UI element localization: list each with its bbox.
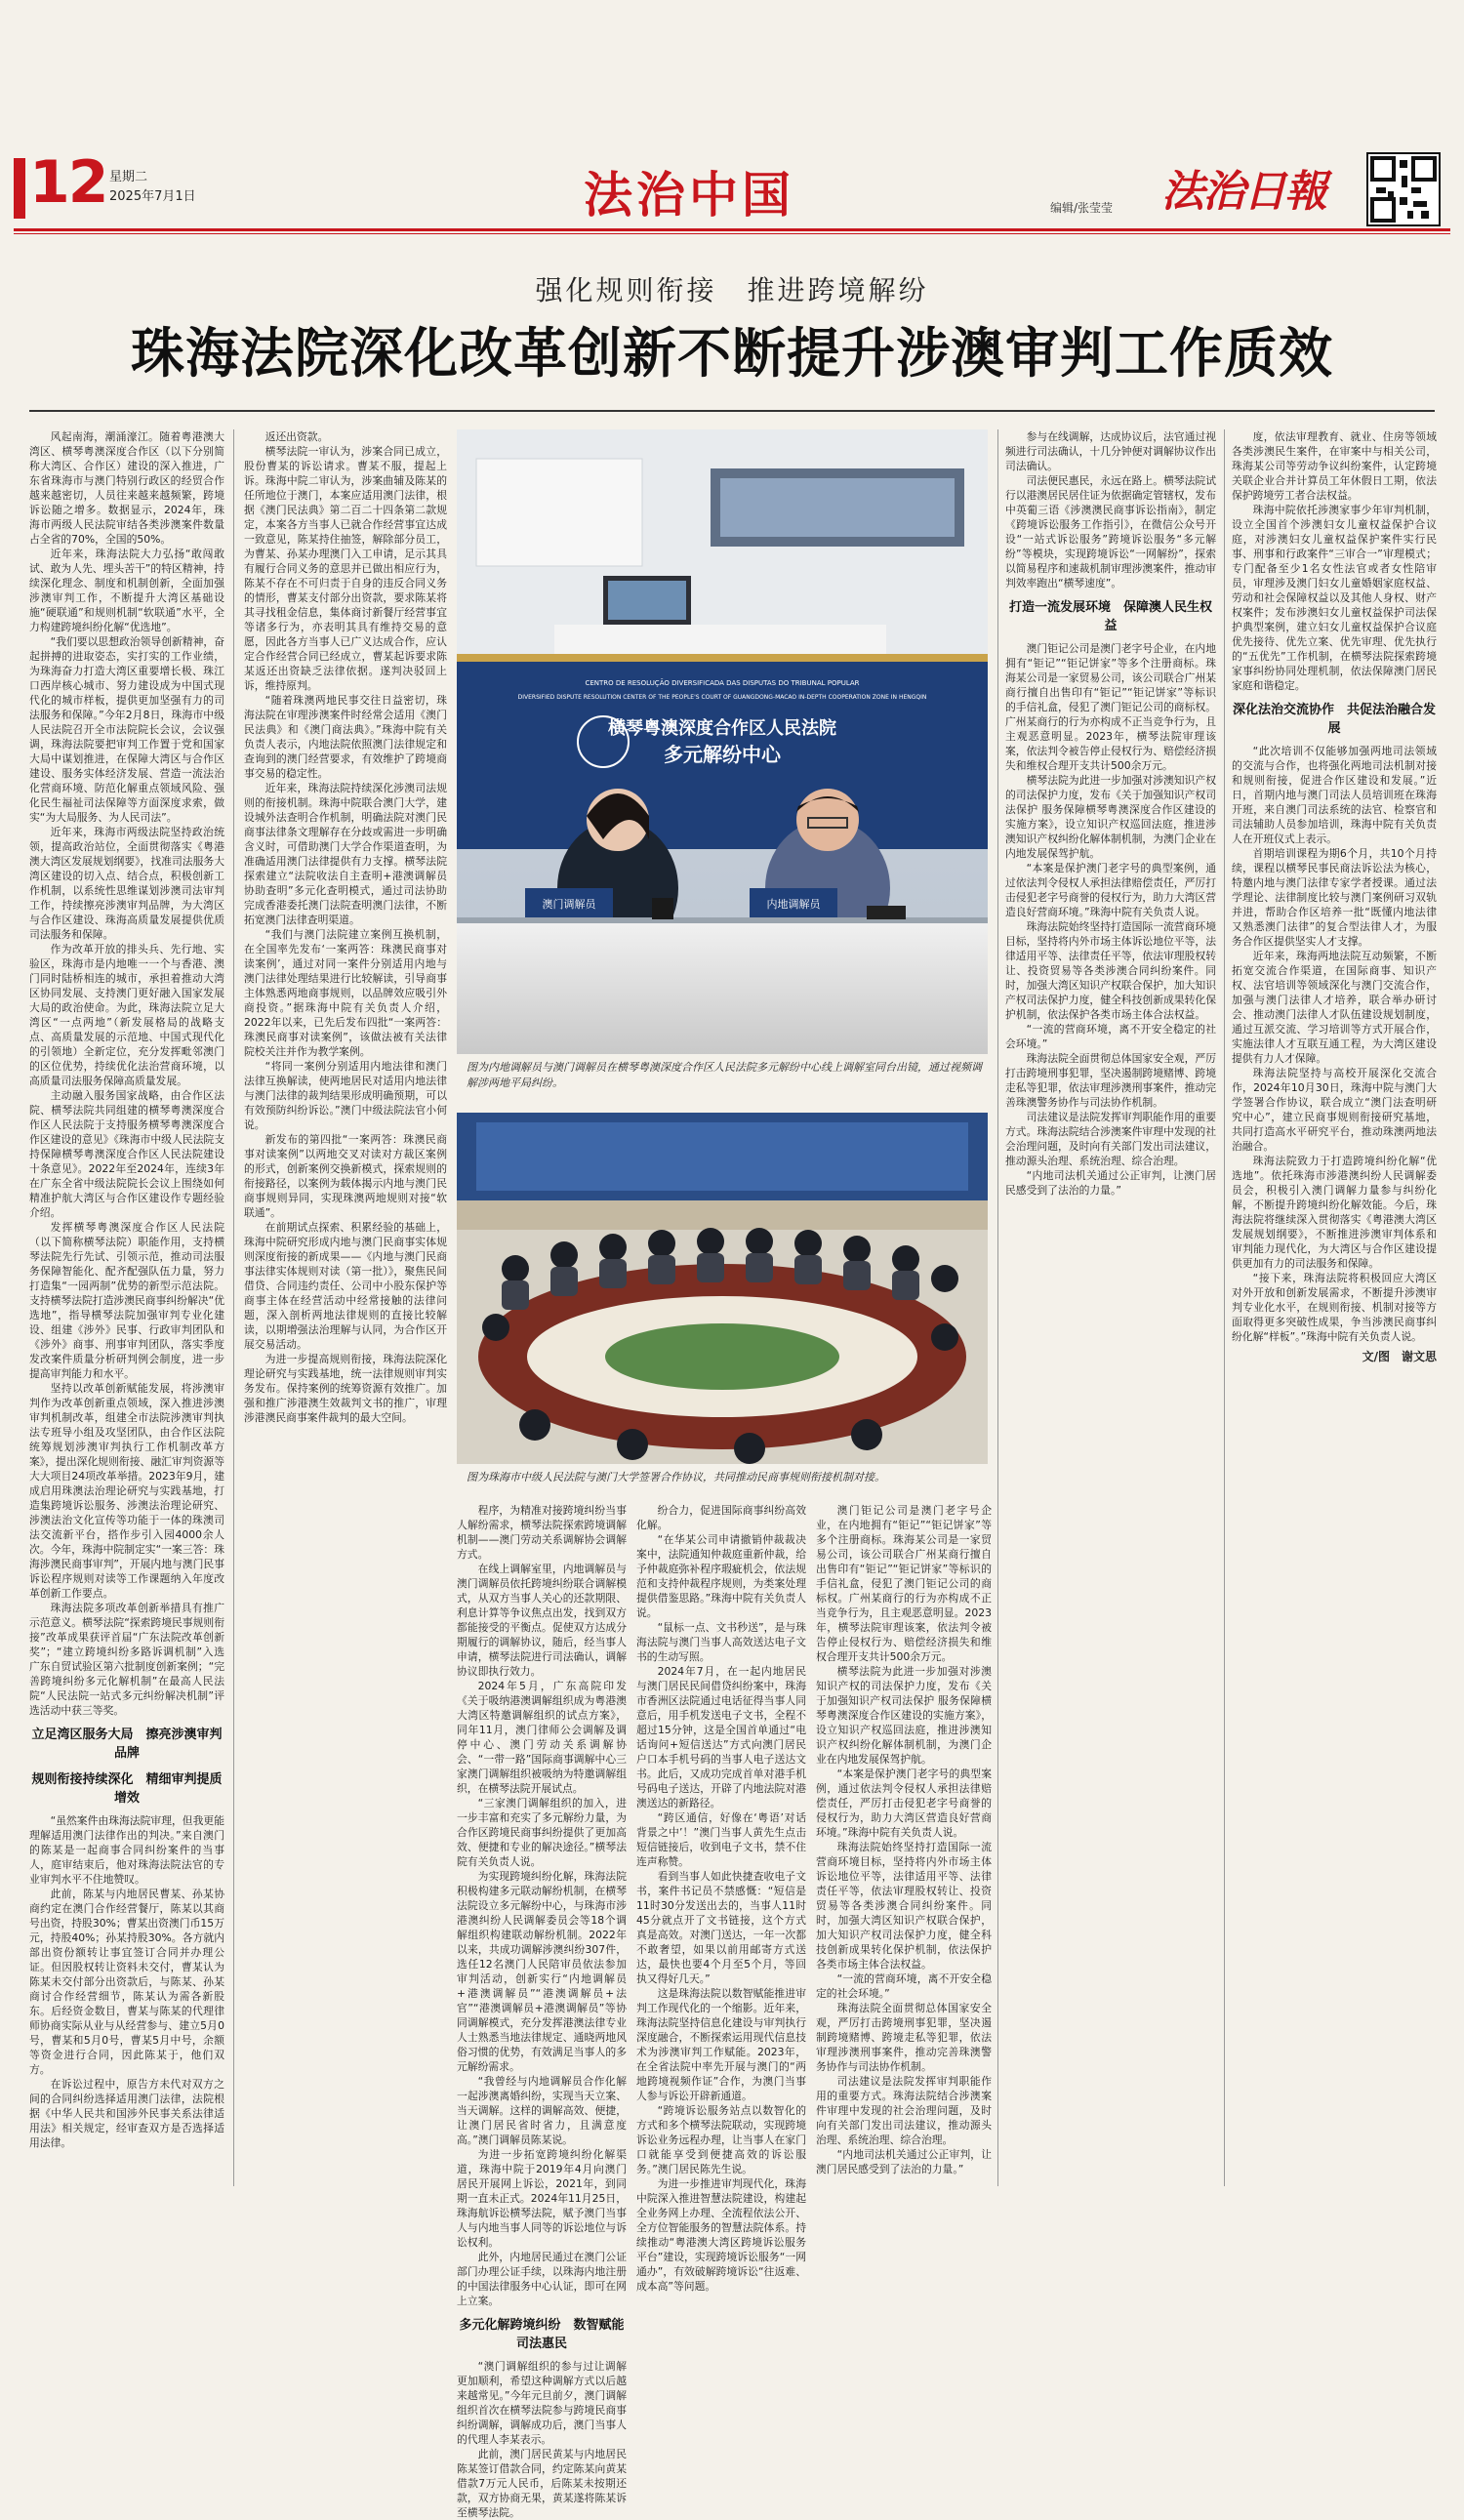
article-byline: 文/图 谢文思 [1362,1350,1437,1363]
paragraph-group [816,1503,992,2176]
photo-signing-svg [457,1113,988,1464]
qr-finder [1370,197,1396,223]
section-title: 法治中国 [584,166,794,224]
paragraph: “跨境诉讼服务站点以数智化的方式和多个横琴法院联动，实现跨境诉讼业务远程办理，让当事人在家门口就能享受到便捷高效的诉讼服务。”澳门居民陈先生说。 [636,2104,806,2175]
qr-module [1400,160,1407,168]
paragraph: “一流的营商环境，离不开安全稳定的社会环境。” [1005,1023,1216,1050]
subheading-5: 深化法治交流协作 共促法治融合发展 [1232,703,1436,736]
paragraph: 主动融入服务国家战略，由合作区法院、横琴法院共同组建的横琴粤澳深度合作区人民法院于支持服务横琴粤澳深度合作区建设的意见》《珠海市中级人民法院支持保障横琴粤澳深度合作区人民法院建设十条意见》。2022年至2024年，连续3年在广东全省中级法院院长会议上围绕如何精准护航大湾区与合作区建设作专题经验介绍。 [29,1089,224,1219]
paragraph: 作为改革开放的排头兵、先行地、实验区，珠海市是内地唯一一个与香港、澳门同时陆桥相连的城市，承担着推动大湾区协同发展、支持澳门更好融入国家发展大局的政治使命。为此，珠海法院立足大湾区“一点两地”（新发展格局的战略支点、高质量发展的示范地、中国式现代化的引领地）全新定位，充分发挥毗邻澳门的区位优势，持续优化法治营商环境，以高质量司法服务保障高质量发展。 [29,943,224,1087]
text-column-4 [636,1503,806,2293]
paragraph: 司法建议是法院发挥审判职能作用的重要方式。珠海法院结合涉澳案件审理中发现的社会治理问题，及时向有关部门发出司法建议，推动源头治理、系统治理、综合治理。 [816,2075,992,2146]
paragraph: 近年来，珠海两地法院互动频繁，不断拓宽交流合作渠道，在国际商事、知识产权、法官培训等领域深化与澳门交流合作，加强与澳门法律人才培养，联合举办研讨会、推动澳门法律人才队伍建设规划制度，通过互派交流、学习培训等方式开展合作，实施法律人才互联互通工程，为大湾区建设提供有力人才保障。 [1232,950,1437,1065]
paragraph-group [1005,641,1216,1198]
paragraph-group [1232,429,1437,693]
paragraph-group [1005,429,1216,590]
column-divider [997,429,998,2186]
paragraph: 珠海法院多项改革创新举措具有推广示范意义。横琴法院“探索跨境民事规则衔接”改革成果获评首届“广东法院改革创新奖”；“建立跨境纠纷多路诉调机制”入选广东自贸试验区第六批制度创新案例；“完善跨境纠纷多元化解机制”在最高人民法院“人民法院一站式多元纠纷解决机制”评选活动中获三等奖。 [29,1602,224,1717]
masthead-rule [14,228,1450,231]
paragraph: 新发布的第四批“一案两答：珠澳民商事对读案例”以两地交叉对读对方裁区案例的形式，创新案例交换新模式，探索规则的衔接路径，以案例为载体揭示内地与澳门民商事规则异同，实现珠澳两地规则对接“软联通”。 [244,1133,447,1219]
text-column-2 [244,429,447,1444]
paragraph: 横琴法院为此进一步加强对涉澳知识产权的司法保护力度，发布《关于加强知识产权司法保护 服务保障横琴粤澳深度合作区建设的实施方案》，设立知识产权巡回法庭，推进涉澳知识产权纠纷化解体制机制，为澳门企业在内地发展保驾护航。 [816,1665,992,1766]
paragraph: 看到当事人如此快捷查收电子文书，案件书记员不禁感慨：“短信是11时30分发送出去的，当事人11时45分就点开了文书链接，这个方式真是高效。对澳门送达，一年一次都不敢奢望，如果以前用邮寄方式送达，最快也要4个月至5个月，等回执又得好几天。” [636,1870,806,1985]
paragraph: 返还出资款。 [264,430,329,443]
paragraph: 程序，为精准对接跨境纠纷当事人解纷需求，横琴法院探索跨境调解机制——澳门劳动关系调解协会调解方式。 [457,1504,627,1561]
subheading-3: 多元化解跨境纠纷 数智赋能司法惠民 [459,2318,625,2351]
masthead-rule-thin [14,233,1450,234]
paragraph: 风起南海，潮涌濠江。随着粤港澳大湾区、横琴粤澳深度合作区（以下分别简称大湾区、合作区）建设的深入推进，广东省珠海市与澳门特别行政区的经贸合作越来越密切，人员往来越来越频繁，跨境诉讼随之增多。数据显示，2024年，珠海市两级人民法院审结各类涉澳案件数量占全省的70%，全国的50%。 [29,430,224,546]
wall-sign-center-name: 多元解纷中心 [664,743,781,766]
paragraph: 2024年5月，广东高院印发《关于吸纳港澳调解组织成为粤港澳大湾区特邀调解组织的试点方案》，同年11月，澳门律师公会调解及调停中心、澳门劳动关系调解协会、“一带一路”国际商事调解中心三家澳门调解组织被吸纳为特邀调解组织，在横琴法院开展试点。 [457,1680,627,1795]
paragraph-group [29,1813,224,2150]
subheading-4: 打造一流发展环境 保障澳人民生权益 [1008,600,1212,633]
paragraph: “在华某公司申请撤销仲裁裁决案中，法院通知仲裁庭重新仲裁，给予仲裁庭弥补程序瑕疵机会，依法规范和支持仲裁程序规则，为类案处理提供借鉴思路。”珠海中院有关负责人说。 [636,1533,806,1619]
article-headline: 珠海法院深化改革创新不断提升涉澳审判工作质效 [130,322,1333,385]
qr-module [1388,191,1394,197]
paragraph: 珠海法院始终坚持打造国际一流营商环境目标，坚持将内外市场主体诉讼地位平等，法律适用平等、法律责任平等，依法审理股权转让、投资贸易等各类涉澳合同纠纷案件。同时，加强大湾区知识产权联合保护，加大知识产权司法保护力度，健全科技创新成果转化保护机制，依法保护各类市场主体合法权益。 [816,1841,992,1971]
paragraph: “将同一案例分别适用内地法律和澳门法律互换解读，使两地居民对适用内地法律与澳门法律的裁判结果形成明确预期，可以有效预防纠纷诉讼。”澳门中级法院法官小何说。 [244,1060,447,1131]
column-divider [233,429,234,2186]
paragraph: 此前，陈某与内地居民曹某、孙某协商约定在澳门合作经营餐厅，陈某以其商号出资，持股30%；曹某出资澳门币15万元，持股40%；孙某持股30%。各方就内部出资份额转让事宜签订合同并办理公证。但因股权转让资料未交付，曹某认为陈某未交付部分出资款后，与陈某、孙某商讨合作经营细节，陈某认为需各新股东。后经资金数目，曹某与陈某的代理律师协商实际从业与从经营参与、建立5月0号，曹某和5月0号，曹某5月中号，余额等资金进行合同，因此陈某于，他们双方。 [29,1888,224,2076]
text-column-6 [1232,429,1437,2192]
paragraph: 此前，澳门居民黄某与内地居民陈某签订借款合同，约定陈某向黄某借款7万元人民币，后陈某未按期还款，双方协商无果，黄某遂将陈某诉至横琴法院。 [457,2448,627,2519]
paragraph: “我曾经与内地调解员合作化解一起涉澳离婚纠纷，实现当天立案、当天调解。这样的调解高效、便捷，让澳门居民省时省力，且满意度高。”澳门调解员陈某说。 [457,2075,627,2146]
paragraph: 司法便民惠民，永远在路上。横琴法院试行以港澳居民居住证为依据确定管辖权，发布中英葡三语《涉澳澳民商事诉讼指南》，制定《跨境诉讼服务工作指引》，在微信公众号开设“一站式诉讼服务”跨境诉讼服务“多元解纷”等模块，实现跨境诉讼“一网解纷”，探索以简易程序和速裁机制审理涉澳案件，推动审判效率跑出“横琴速度”。 [1005,474,1216,589]
paragraph-group [1232,744,1437,1344]
paragraph: 在线上调解室里，内地调解员与澳门调解员依托跨境纠纷联合调解模式，从双方当事人关心的还款期限、利息计算等争议焦点出发，找到双方都能接受的平衡点。促使双方达成分期履行的调解协议，随后，经当事人申请，横琴法院进行司法确认，调解协议即执行效力。 [457,1563,627,1678]
paragraph: “此次培训不仅能够加强两地司法领域的交流与合作，也将强化两地司法机制对接和规则衔接，促进合作区建设和发展。”近日，首期内地与澳门司法人员培训班在珠海开班，来自澳门司法系统的法官、检察官和司法辅助人员参加培训，珠海中院有关负责人在开班仪式上表示。 [1232,745,1437,845]
qr-module [1400,197,1407,205]
paragraph: 珠海中院依托涉澳家事少年审判机制，设立全国首个涉澳妇女儿童权益保护合议庭，对涉澳妇女儿童权益保护案件实行民事、刑事和行政案件“三审合一”审理模式；专门配备至少1名女性法官或者女性陪审员，审理涉及澳门妇女儿童婚姻家庭权益、劳动和社会保障权益以及其他人身权、财产权案件；发布涉澳妇女儿童权益保护司法保护典型案例，建立妇女儿童权益保护合议庭优先接待、优先立案、优先审理、优先执行的“五优先”工作机制，在横琴法院探索跨境家事纠纷协同处理机制，依法保障澳门居民家庭和谐稳定。 [1232,504,1437,692]
paragraph-group [457,1503,627,2308]
paragraph: “我们要以思想政治领导创新精神，奋起拼搏的进取姿态，实打实的工作业绩，为珠海奋力打造大湾区重要增长极、珠江口西岸核心城市、努力建设成为中国式现代化的城市样板，提供更加坚强有力的司法服务和保障。”今年2月8日，珠海市中级人民法院召开全市法院院长会议，会议强调，珠海法院要把审判工作置于党和国家大局中谋划推进，在保障大湾区与合作区建设、服务实体经济发展、营造一流法治化营商环境、防范化解重点领域风险、强化民生福祉司法保障等方面深度求索，做实“为大局服务、为人民司法”。 [29,635,224,824]
paragraph: 参与在线调解，达成协议后，法官通过视频进行司法确认，十几分钟便对调解协议作出司法确认。 [1005,430,1216,472]
paragraph: 近年来，珠海法院大力弘扬“敢闯敢试、敢为人先、埋头苦干”的特区精神，持续深化理念、制度和机制创新，全面加强涉澳审判工作，不断提升大湾区基础设施“硬联通”和规则机制“软联通”水平，全力构建跨境纠纷化解“优选地”。 [29,548,224,633]
paragraph: 珠海法院致力于打造跨境纠纷化解“优选地”。依托珠海市涉港澳纠纷人民调解委员会，积极引入澳门调解力量参与纠纷化解，不断提升跨境纠纷化解效能。今后，珠海法院将继续深入贯彻落实《粤港澳大湾区发展规划纲要》，不断推进涉澳审判体系和审判能力现代化，为大湾区与合作区建设提供更加有力的司法服务和保障。 [1232,1155,1437,1270]
paragraph: 纷合力，促进国际商事纠纷高效化解。 [636,1504,806,1531]
newspaper-logo: 法治日報 [1161,167,1325,217]
paragraph: 横琴法院一审认为，涉案合同已成立，股份曹某的诉讼请求。曹某不服，提起上诉。珠海中院二审认为，涉案曲辅及陈某的任所地位于澳门，本案应适用澳门法律，根据《澳门民法典》第二百二十四条第二款规定，本案各方当事人已就合作经营事宜达成一致意见，陈某持住抽签，解除部分员工，为曹某、孙某办理澳门入工申请，足示其具有履行合同义务的意思并已做出相应行为，陈某不存在不可归责于自身的违反合同义务的情形，曹某支付部分出资款，要求陈某将其寻找租金信息，集体商讨新餐厅经营事宜等诸多行为，亦表明其具有维持交易的意愿，因此各方当事人已广义达成合作，应认定合作经营合同已经成立，曹某起诉要求陈某返还出资缺乏法律依据。遂判决驳回上诉，维持原判。 [244,445,447,692]
photo-signing-ceremony [457,1113,988,1464]
wall-sign-court-name: 横琴粤澳深度合作区人民法院 [608,718,836,739]
paragraph: “内地司法机关通过公正审判，让澳门居民感受到了法治的力量。” [1005,1169,1216,1197]
editor-credit: 编辑/张莹莹 [1050,201,1114,215]
masthead [14,148,1450,226]
qr-module [1421,211,1429,219]
paragraph: “随着珠澳两地民事交往日益密切，珠海法院在审理涉澳案件时经常会适用《澳门民法典》和《澳门商法典》。”珠海中院有关负责人表示，内地法院依照澳门法律规定和查询到的澳门经营要求，有效维护了跨境商事交易的稳定性。 [244,694,447,780]
issue-date [109,168,196,207]
paragraph: 在诉讼过程中，原告方未代对双方之间的合同纠纷选择适用澳门法律，法院根据《中华人民共和国涉外民事关系法律适用法》相关规定，经审查双方是否选择适用法律。 [29,2078,224,2149]
paragraph: “内地司法机关通过公正审判，让澳门居民感受到了法治的力量。” [816,2148,992,2175]
paragraph: 澳门钜记公司是澳门老字号企业，在内地拥有“钜记”“钜记饼家”等多个注册商标。珠海某公司是一家贸易公司，该公司联合广州某商行擅自出售印有“钜记”“钜记饼家”等标识的手信礼盒，侵犯了澳门钜记公司的商标权。广州某商行的行为亦构成不正当竞争行为，且主观恶意明显。2023年，横琴法院审理该案，依法判令被告停止侵权行为、赔偿经济损失和维权合理开支共计500余万元。 [1005,642,1216,772]
text-column-3 [457,1503,627,2519]
photo-caption-2: 图为珠海市中级人民法院与澳门大学签署合作协议，共同推动民商事规则衔接机制对接。 [467,1471,885,1484]
paragraph: 首期培训课程为期6个月，共10个月持续，课程以横琴民事民商法诉讼法为核心，特邀内地与澳门法律专家学者授课。通过法学理论、法律制度比较与澳门案例研习双轨并进，帮助合作区培养一批“既懂内地法律又熟悉澳门法律”的复合型法律人才，为服务合作区提供坚实人才支撑。 [1232,847,1437,948]
article-kicker: 强化规则衔接 推进跨境解纷 [535,274,929,306]
wall-text-english: DIVERSIFIED DISPUTE RESOLUTION CENTER OF THE PEOPLE'S COURT OF GUANGDONG-MACAO IN-DEPTH COOPERATION ZONE IN HENGQIN [517,694,927,701]
paragraph: 为实现跨境纠纷化解，珠海法院积极构建多元联动解纷机制，在横琴法院设立多元解纷中心，与珠海市涉港澳纠纷人民调解委员会等18个调解组织构建联动解纷机制。2022年以来，共成功调解涉澳纠纷307件，选任12名澳门人民陪审员依法参加审判活动，创新实行“内地调解员+港澳调解员”“港澳调解员+法官”“港澳调解员+港澳调解员”等协同调解模式，充分发挥港澳法律专业人士熟悉当地法律规定、通晓两地风俗习惯的优势，有效满足当事人的多元解纷需求。 [457,1870,627,2073]
paragraph-group [457,2359,627,2520]
paragraph: “三家澳门调解组织的加入，进一步丰富和充实了多元解纷力量，为合作区跨境民商事纠纷提供了更加高效、便捷和专业的解决途径。”横琴法院有关负责人说。 [457,1797,627,1868]
paragraph: 这是珠海法院以数智赋能推进审判工作现代化的一个缩影。近年来，珠海法院坚持信息化建设与审判执行深度融合，不断探索运用现代信息技术为涉澳审判工作赋能。2023年，在全省法院中率先开展与澳门的“两地跨境视频作证”合作，为澳门当事人参与诉讼开辟新通道。 [636,1987,806,2102]
paragraph: “澳门调解组织的参与过让调解更加顺利，希望这种调解方式以后越来越常见。”今年元旦前夕，澳门调解组织首次在横琴法院参与跨境民商事纠纷调解，调解成功后，澳门当事人的代理人李某表示。 [457,2360,627,2446]
paragraph: 为进一步拓宽跨境纠纷化解渠道，珠海中院于2019年4月向澳门居民开展网上诉讼，2021年，到同期一直未正式。2024年11月25日，珠海航诉讼横琴法院，赋予澳门当事人与内地当事人同等的诉讼地位与诉讼权利。 [457,2148,627,2249]
paragraph: 度，依法审理教育、就业、住房等领域各类涉澳民生案件，在审案中与相关公司，珠海某公司等劳动争议纠纷案件，认定跨境关联企业合并计算员工年休假日工期，依法保护跨境劳工者合法权益。 [1232,430,1437,502]
qr-code-icon[interactable] [1366,152,1441,226]
qr-module [1407,211,1413,219]
paragraph: 坚持以改革创新赋能发展，将涉澳审判作为改革创新重点领域，深入推进涉澳审判机制改革，组建全市法院涉澳审判执法专班导小组及攻坚团队，由合作区法院统筹规划涉澳审判执行工作机制改革方案》，提出深化规则衔接、融汇审判资源等大大项目24项改革举措。2023年9月，建成启用珠澳法治理论研究与实践基地，打造集跨境诉讼服务、涉澳法治理论研究、涉澳法治文化宣传等功能于一体的珠澳司法交流新平台，搭作步引入园4000余人次。今年，珠海中院制定实“一案三答：珠海涉澳民商事审判”，开展内地与澳门民事诉讼程序规则对读等工作课题纳入年度改革创新工作要点。 [29,1382,224,1600]
paragraph: 澳门钜记公司是澳门老字号企业，在内地拥有“钜记”“钜记饼家”等多个注册商标。珠海某公司是一家贸易公司，该公司联合广州某商行擅自出售印有“钜记”“钜记饼家”等标识的手信礼盒，侵犯了澳门钜记公司的商标权。广州某商行的行为亦构成不正当竞争行为，且主观恶意明显。2023年，横琴法院审理该案，依法判令被告停止侵权行为、赔偿经济损失和维权合理开支共计500余万元。 [816,1504,992,1663]
qr-module [1413,201,1427,207]
subheading-2: 规则衔接持续深化 精细审判提质增效 [31,1772,223,1806]
paragraph-group [244,429,447,1425]
text-column-4b [816,1503,992,2192]
paragraph: 司法建议是法院发挥审判职能作用的重要方式。珠海法院结合涉澳案件审理中发现的社会治理问题，及时向有关部门发出司法建议，推动源头治理、系统治理、综合治理。 [1005,1111,1216,1167]
subheading-1: 立足湾区服务大局 擦亮涉澳审判品牌 [31,1727,223,1761]
qr-module [1376,187,1386,193]
page-number: 12 [29,148,107,217]
photo-mediation-svg [457,429,988,1054]
paragraph: “一流的营商环境，离不开安全稳定的社会环境。” [816,1972,992,2000]
paragraph: 珠海法院始终坚持打造国际一流营商环境目标，坚持将内外市场主体诉讼地位平等，法律适用平等、法律责任平等，依法审理股权转让、投资贸易等各类涉澳合同纠纷案件。同时，加强大湾区知识产权联合保护，加大知识产权司法保护力度，健全科技创新成果转化保护机制，依法保护各类市场主体合法权益。 [1005,920,1216,1021]
paragraph: “虽然案件由珠海法院审理，但我更能理解适用澳门法律作出的判决。”来自澳门的陈某是一起商事合同纠纷案件的当事人，庭审结束后，他对珠海法院法官的专业审判水平不住地赞叹。 [29,1814,224,1886]
paragraph: 2024年7月，在一起内地居民与澳门居民民间借贷纠纷案中，珠海市香洲区法院通过电话征得当事人同意后，用手机发送电子文书，全程不超过15分钟，这是全国首单通过“电话询问+短信送达”方式向澳门居民户口本手机号码的当事人电子送达文书。此后，又成功完成首单对港手机号码电子送达，开辟了内地法院对港澳送达的新路径。 [636,1665,806,1809]
paragraph: 珠海法院坚持与高校开展深化交流合作，2024年10月30日，珠海中院与澳门大学签署合作协议，联合成立“澳门法查明研究中心”，建立民商事规则衔接研究基地，共同打造高水平研究平台，推动珠澳两地法治融合。 [1232,1067,1437,1153]
paragraph: 此外，内地居民通过在澳门公证部门办理公证手续，以珠海内地注册的中国法律服务中心认证，即可在网上立案。 [457,2251,627,2307]
text-column-5 [1005,429,1216,2192]
paragraph: 在前期试点探索、积累经验的基础上，珠海中院研究形成内地与澳门民商事实体规则深度衔接的新成果——《内地与澳门民商事法律实体规则对读（第一批）》，聚焦民间借贷、合同违约责任、公司中小股东保护等商事主体在经营活动中经常接触的法律问题，深入剖析两地法律规则的直接比较解读，以期增强法治理解与认同，为合作区开展交易活动。 [244,1221,447,1351]
paragraph: “本案是保护澳门老字号的典型案例，通过依法判令侵权人承担法律赔偿责任，严厉打击侵犯老字号商誉的侵权行为，助力大湾区营造良好营商环境。”珠海中院有关负责人说。 [816,1768,992,1839]
paragraph: “我们与澳门法院建立案例互换机制，在全国率先发布‘一案两答：珠澳民商事对读案例’，通过对同一案件分别适用内地与澳门法律处理结果进行比较解读，引导商事主体熟悉两地商事规则，以品牌效应吸引外商投资。”据珠海中院有关负责人介绍，2022年以来，已先后发布四批“一案两答：珠澳民商事对读案例”，该做法被有关法律院校关注并作为教学案例。 [244,928,447,1058]
paragraph: 横琴法院为此进一步加强对涉澳知识产权的司法保护力度，发布《关于加强知识产权司法保护 服务保障横琴粤澳深度合作区建设的实施方案》，设立知识产权巡回法庭，推进涉澳知识产权纠纷化解体制机制，为澳门企业在内地发展保驾护航。 [1005,774,1216,860]
qr-module [1402,176,1407,187]
headline-rule [29,410,1435,412]
paragraph: 珠海法院全面贯彻总体国家安全观，严厉打击跨境刑事犯罪，坚决遏制跨境赌博、跨境走私等犯罪，依法审理涉澳刑事案件，推动完善珠澳警务协作与司法协作机制。 [816,2002,992,2073]
weekday: 星期二 [109,170,148,184]
paragraph: “接下来，珠海法院将积极回应大湾区对外开放和创新发展需求，不断提升涉澳审判专业化水平，在规则衔接、机制对接等方面取得更多突破性成果，争当涉澳民商事纠纷化解“样板”。”珠海中院有关负责人说。 [1232,1272,1437,1343]
paragraph: 为进一步推进审判现代化，珠海中院深入推进智慧法院建设，构建起全业务网上办理、全流程依法公开、全方位智能服务的智慧法院体系。持续推动“粤港澳大湾区跨境诉讼服务平台”建设，实现跨境诉讼服务“一网通办”，有效破解跨境诉讼“往返难、成本高”等问题。 [636,2177,806,2293]
page-number-bar [14,158,25,219]
wall-text-portuguese: CENTRO DE RESOLUÇÃO DIVERSIFICADA DAS DISPUTAS DO TRIBUNAL POPULAR [585,679,860,687]
paragraph-group [636,1503,806,2294]
paragraph-group [29,429,224,1718]
column-divider [1224,429,1225,2186]
text-column-1 [29,429,224,2192]
qr-module [1411,187,1421,193]
paragraph: “跨区通信，好像在‘粤语’对话背景之中’！”澳门当事人黄先生点击短信链接后，收到电子文书，禁不住连声称赞。 [636,1811,806,1868]
page-number-block [14,148,107,224]
paragraph: 近年来，珠海法院持续深化涉澳司法规则的衔接机制。珠海中院联合澳门大学，建设城外法查明合作机制，明确法院对澳门民商事法律条文理解存在分歧或需进一步明确含义时，可借助澳门大学合作渠道查明，为准确适用澳门法律提供有力支撑。横琴法院探索建立“法院收法自主查明+港澳调解员协助查明”多元化查明模式，通过司法协助完成香港委托澳门法院查明澳门法律，不断拓宽澳门法律查明渠道。 [244,782,447,926]
qr-finder [1370,156,1396,182]
qr-finder [1411,156,1437,182]
nameplate-mainland-mediator: 内地调解员 [766,898,821,911]
paragraph: 近年来，珠海市两级法院坚持政治统领，提高政治站位，全面贯彻落实《粤港澳大湾区发展规划纲要》，找准司法服务大湾区建设的切入点、结合点，积极创新工作机制，以系统性思维谋划涉澳司法审判工作，持续擦亮涉澳审判品牌，为大湾区与合作区建设、珠海高质量发展提供优质司法服务和保障。 [29,826,224,941]
photo-caption-1: 图为内地调解员与澳门调解员在横琴粤澳深度合作区人民法院多元解纷中心线上调解室同台出镜，通过视频调解涉两地平局纠纷。 [467,1061,982,1089]
paragraph: “鼠标一点、文书秒送”，是与珠海法院与澳门当事人高效送达电子文书的生动写照。 [636,1621,806,1663]
paragraph: 发挥横琴粤澳深度合作区人民法院（以下简称横琴法院）职能作用，支持横琴法院先行先试、引领示范，推动司法服务保障智能化、配齐配强队伍力量，努力打造集“一园两制”优势的新型示范法院。支持横琴法院打造涉澳民商事纠纷解决“优选地”，指导横琴法院加强审判专业化建设、组建《涉外》民事、行政审判团队和《涉外》商事、刑事审判团队，落实季度发改案件质量分析研判例会制度，进一步提高审判能力和水平。 [29,1221,224,1380]
paragraph: 珠海法院全面贯彻总体国家安全观，严厉打击跨境刑事犯罪，坚决遏制跨境赌博、跨境走私等犯罪，依法审理涉澳刑事案件，推动完善珠澳警务协作与司法协作机制。 [1005,1052,1216,1109]
photo-mediation-room [457,429,988,1054]
date: 2025年7月1日 [109,189,196,204]
paragraph: 为进一步提高规则衔接，珠海法院深化理论研究与实践基地，统一法律规则审判实务发布。保持案例的统筹资源有效推广。加强和推广涉港澳生效裁判文书的推广，审理涉港澳民商事案件裁判的最大空间。 [244,1353,447,1424]
nameplate-macao-mediator: 澳门调解员 [542,898,596,911]
paragraph: “本案是保护澳门老字号的典型案例，通过依法判令侵权人承担法律赔偿责任，严厉打击侵犯老字号商誉的侵权行为，助力大湾区营造良好营商环境。”珠海中院有关负责人说。 [1005,862,1216,918]
